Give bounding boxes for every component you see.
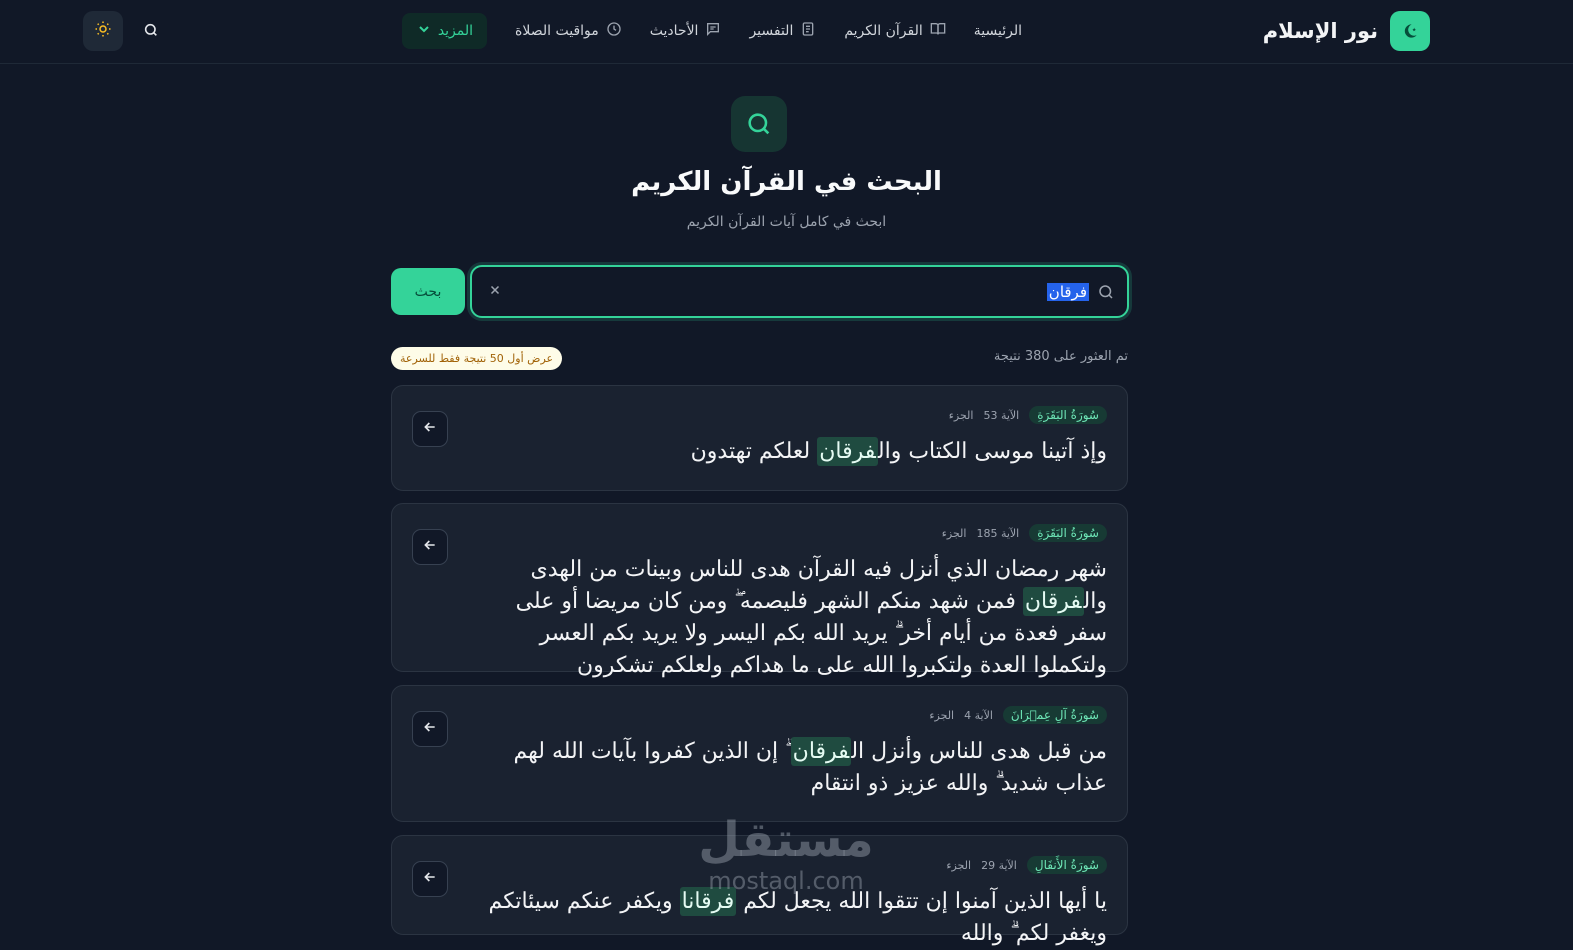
surah-badge: سُورَةُ الأَنفَالِ — [1027, 856, 1107, 874]
nav-item-prayer-times[interactable] — [515, 21, 622, 41]
search-icon — [143, 22, 159, 42]
search-highlight: فرقان — [1024, 589, 1082, 614]
nav-more-label: المزيد — [437, 23, 474, 39]
result-card[interactable] — [391, 685, 1128, 822]
brand-name: نور الإسلام — [1262, 19, 1378, 43]
ayah-text-before: وإذ آتينا موسى الكتاب وال — [877, 439, 1107, 464]
search-highlight: فرقان — [792, 739, 850, 764]
nav-item-hadith[interactable] — [650, 21, 722, 41]
clear-search-button[interactable] — [484, 281, 506, 303]
ayah-text-before: شهر رمضان الذي أنزل فيه القرآن هدى للناس وبينات من الهدى وال — [530, 557, 1107, 614]
ayah-text-after: ويكفر عنكم سيئاتكم ويغفر لكم ۗ والله — [488, 889, 1107, 946]
result-card[interactable] — [391, 503, 1128, 678]
card-meta — [929, 706, 1107, 724]
brand[interactable] — [1263, 11, 1430, 51]
nav-item-home[interactable] — [974, 23, 1022, 39]
open-ayah-button[interactable] — [412, 711, 448, 747]
search-submit-button[interactable]: بحث — [391, 268, 465, 315]
main-nav — [402, 13, 1022, 49]
ayah-text-before: من قبل هدى للناس وأنزل ال — [851, 739, 1107, 764]
close-icon — [488, 282, 502, 301]
clock-icon — [606, 21, 622, 41]
search-field[interactable] — [470, 265, 1129, 318]
juz-label: الجزء — [946, 858, 972, 872]
arrow-left-icon — [422, 537, 438, 557]
nav-prayer-label: مواقيت الصلاة — [515, 23, 599, 39]
crescent-logo-icon — [1390, 11, 1430, 51]
ayah-text — [472, 736, 1107, 800]
surah-badge: سُورَةُ آلِ عِمۡرَانَ — [1003, 706, 1107, 724]
search-input[interactable] — [506, 267, 1089, 316]
card-meta — [942, 524, 1107, 542]
chevron-down-icon — [416, 21, 432, 41]
book-open-icon — [930, 21, 946, 41]
card-meta — [949, 406, 1107, 424]
ayah-label: الآية 4 — [964, 708, 993, 722]
sun-icon — [94, 20, 112, 42]
juz-label: الجزء — [941, 526, 967, 540]
surah-badge: سُورَةُ البَقَرَةِ — [1029, 406, 1107, 424]
ayah-text — [472, 554, 1107, 682]
ayah-label: الآية 185 — [976, 526, 1020, 540]
theme-toggle-button[interactable] — [83, 11, 123, 51]
page-title: البحث في القرآن الكريم — [631, 167, 942, 197]
limit-badge: عرض أول 50 نتيجة فقط للسرعة — [391, 347, 562, 370]
nav-tafsir-label: التفسير — [749, 23, 794, 39]
nav-item-tafsir[interactable] — [749, 21, 816, 41]
nav-home-label: الرئيسية — [973, 23, 1022, 39]
search-input-value: فرقان — [1048, 282, 1087, 301]
search-icon — [1097, 283, 1115, 301]
top-navbar — [0, 0, 1573, 64]
ayah-text-after: ۗ إن الذين كفروا بآيات الله لهم عذاب شديد ۗ والله عزيز ذو انتقام — [513, 739, 1107, 796]
ayah-text — [472, 886, 1107, 950]
card-meta — [946, 856, 1107, 874]
nav-hadith-label: الأحاديث — [649, 23, 699, 39]
result-card[interactable] — [391, 385, 1128, 491]
ayah-text-after: ۚ فمن شهد منكم الشهر فليصمه ۖ ومن كان مريضا أو على سفر فعدة من أيام أخر ۗ يريد الله بكم اليسر ولا يريد بكم العسر ولتكملوا العدة ولتكبروا الله على ما هداكم ولعلكم تشكرون — [515, 589, 1107, 678]
open-ayah-button[interactable] — [412, 861, 448, 897]
search-highlight: فرقانا — [681, 889, 735, 914]
open-ayah-button[interactable] — [412, 529, 448, 565]
juz-label: الجزء — [929, 708, 955, 722]
search-highlight: فرقان — [819, 439, 876, 464]
open-ayah-button[interactable] — [412, 411, 448, 447]
result-count: تم العثور على 380 نتيجة — [993, 349, 1128, 364]
arrow-left-icon — [422, 869, 438, 889]
nav-item-quran[interactable] — [844, 21, 945, 41]
ayah-text — [472, 436, 1107, 468]
ayah-text-after: لعلكم تهتدون — [690, 439, 818, 464]
watermark-latin: mostaql.com — [708, 867, 864, 895]
header-search-button[interactable] — [140, 21, 162, 43]
document-icon — [800, 21, 816, 41]
juz-label: الجزء — [948, 408, 974, 422]
ayah-label: الآية 53 — [983, 408, 1020, 422]
surah-badge: سُورَةُ البَقَرَةِ — [1029, 524, 1107, 542]
nav-quran-label: القرآن الكريم — [844, 23, 923, 39]
hero-search-icon — [731, 96, 787, 152]
message-square-icon — [705, 21, 721, 41]
arrow-left-icon — [422, 419, 438, 439]
ayah-label: الآية 29 — [981, 858, 1017, 872]
result-card[interactable] — [391, 835, 1128, 946]
arrow-left-icon — [422, 719, 438, 739]
watermark-arabic: مستقل — [698, 812, 874, 868]
page-subtitle: ابحث في كامل آيات القرآن الكريم — [686, 214, 887, 230]
ayah-text-before: يا أيها الذين آمنوا إن تتقوا الله يجعل لكم — [736, 889, 1107, 914]
nav-more-dropdown[interactable] — [402, 13, 487, 49]
